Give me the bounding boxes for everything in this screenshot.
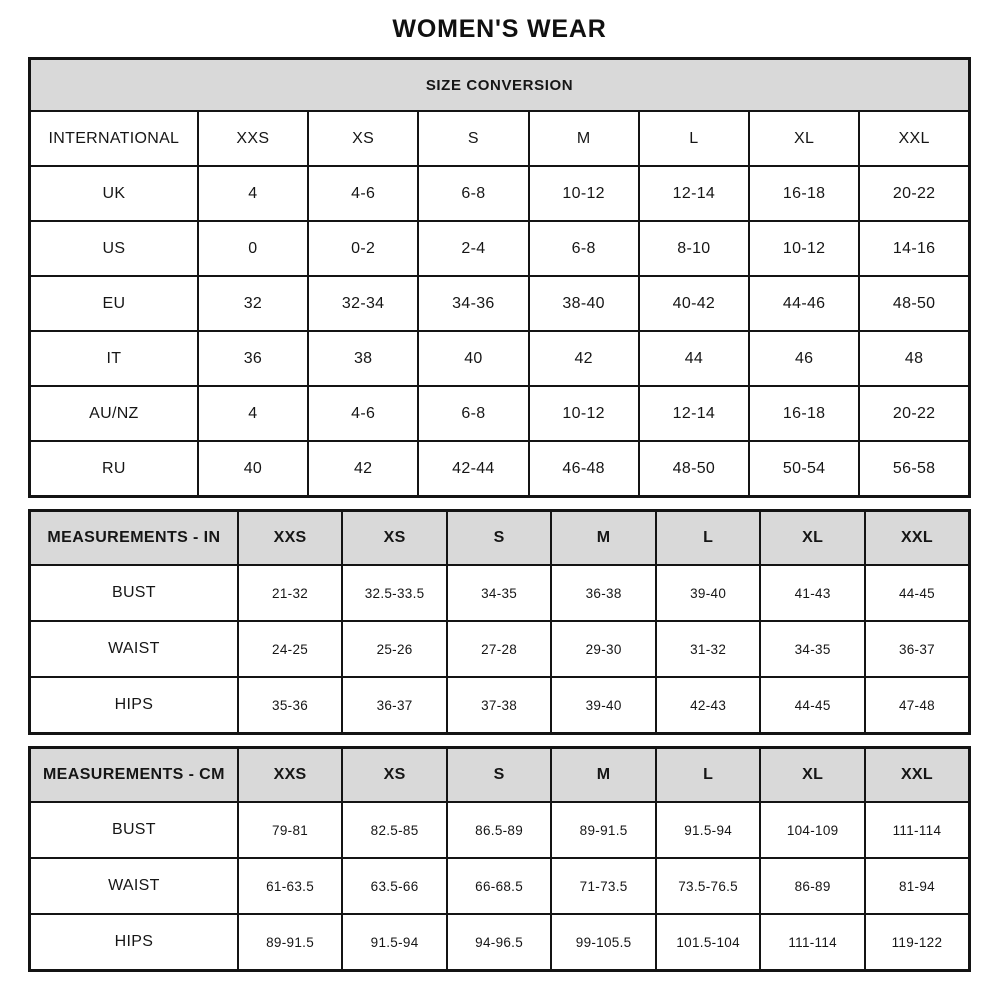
column-header: S xyxy=(447,748,552,803)
value-cell: 38-40 xyxy=(529,276,639,331)
value-cell: 24-25 xyxy=(238,621,343,677)
table-row xyxy=(30,914,970,971)
table-row xyxy=(30,621,970,677)
value-cell: 61-63.5 xyxy=(238,858,343,914)
column-header: L xyxy=(656,511,761,566)
row-label: WAIST xyxy=(30,858,238,914)
value-cell: 42 xyxy=(529,331,639,386)
value-cell: 10-12 xyxy=(749,221,859,276)
value-cell: 44-45 xyxy=(760,677,865,734)
value-cell: 21-32 xyxy=(238,565,343,621)
value-cell: 16-18 xyxy=(749,386,859,441)
column-header-row xyxy=(30,111,970,166)
column-header: XXS xyxy=(238,748,343,803)
row-label: WAIST xyxy=(30,621,238,677)
value-cell: 27-28 xyxy=(447,621,552,677)
value-cell: 46 xyxy=(749,331,859,386)
value-cell: 36-37 xyxy=(865,621,970,677)
size-conversion-table xyxy=(28,57,971,498)
value-cell: 32-34 xyxy=(308,276,418,331)
value-cell: 4 xyxy=(198,166,308,221)
table-row xyxy=(30,802,970,858)
row-label: EU xyxy=(30,276,198,331)
value-cell: 86.5-89 xyxy=(447,802,552,858)
value-cell: 16-18 xyxy=(749,166,859,221)
value-cell: 36-38 xyxy=(551,565,656,621)
table-title: SIZE CONVERSION xyxy=(30,59,970,112)
value-cell: 6-8 xyxy=(418,386,528,441)
value-cell: 39-40 xyxy=(656,565,761,621)
row-label: BUST xyxy=(30,802,238,858)
column-header: M xyxy=(551,748,656,803)
value-cell: 79-81 xyxy=(238,802,343,858)
value-cell: 40 xyxy=(418,331,528,386)
measurements-in-table xyxy=(28,509,971,735)
row-label: HIPS xyxy=(30,914,238,971)
value-cell: 32.5-33.5 xyxy=(342,565,447,621)
value-cell: 6-8 xyxy=(529,221,639,276)
value-cell: 4-6 xyxy=(308,166,418,221)
page-title: WOMEN'S WEAR xyxy=(392,15,607,43)
value-cell: 42-43 xyxy=(656,677,761,734)
value-cell: 48-50 xyxy=(859,276,969,331)
value-cell: 63.5-66 xyxy=(342,858,447,914)
table-row xyxy=(30,166,970,221)
table-row xyxy=(30,276,970,331)
row-label: UK xyxy=(30,166,198,221)
value-cell: 48-50 xyxy=(639,441,749,497)
value-cell: 20-22 xyxy=(859,386,969,441)
table-row xyxy=(30,386,970,441)
row-label: US xyxy=(30,221,198,276)
column-header: L xyxy=(639,111,749,166)
value-cell: 25-26 xyxy=(342,621,447,677)
value-cell: 50-54 xyxy=(749,441,859,497)
value-cell: 35-36 xyxy=(238,677,343,734)
value-cell: 34-36 xyxy=(418,276,528,331)
value-cell: 71-73.5 xyxy=(551,858,656,914)
value-cell: 4-6 xyxy=(308,386,418,441)
row-label: AU/NZ xyxy=(30,386,198,441)
value-cell: 91.5-94 xyxy=(342,914,447,971)
value-cell: 12-14 xyxy=(639,166,749,221)
column-header: XS xyxy=(342,748,447,803)
value-cell: 14-16 xyxy=(859,221,969,276)
value-cell: 89-91.5 xyxy=(238,914,343,971)
column-header: S xyxy=(447,511,552,566)
column-header: INTERNATIONAL xyxy=(30,111,198,166)
value-cell: 104-109 xyxy=(760,802,865,858)
column-header: L xyxy=(656,748,761,803)
table-row xyxy=(30,441,970,497)
value-cell: 47-48 xyxy=(865,677,970,734)
value-cell: 101.5-104 xyxy=(656,914,761,971)
value-cell: 99-105.5 xyxy=(551,914,656,971)
value-cell: 36-37 xyxy=(342,677,447,734)
column-header: XXL xyxy=(865,748,970,803)
table-row xyxy=(30,677,970,734)
value-cell: 38 xyxy=(308,331,418,386)
value-cell: 44-46 xyxy=(749,276,859,331)
value-cell: 89-91.5 xyxy=(551,802,656,858)
value-cell: 12-14 xyxy=(639,386,749,441)
column-header-row xyxy=(30,748,970,803)
value-cell: 44-45 xyxy=(865,565,970,621)
value-cell: 36 xyxy=(198,331,308,386)
value-cell: 20-22 xyxy=(859,166,969,221)
column-header: XL xyxy=(749,111,859,166)
value-cell: 56-58 xyxy=(859,441,969,497)
value-cell: 10-12 xyxy=(529,386,639,441)
value-cell: 46-48 xyxy=(529,441,639,497)
value-cell: 0 xyxy=(198,221,308,276)
table-row xyxy=(30,221,970,276)
value-cell: 39-40 xyxy=(551,677,656,734)
column-header: XL xyxy=(760,511,865,566)
value-cell: 66-68.5 xyxy=(447,858,552,914)
value-cell: 4 xyxy=(198,386,308,441)
column-header: XXS xyxy=(198,111,308,166)
column-header: XXL xyxy=(859,111,969,166)
column-header: S xyxy=(418,111,528,166)
value-cell: 81-94 xyxy=(865,858,970,914)
value-cell: 40-42 xyxy=(639,276,749,331)
value-cell: 44 xyxy=(639,331,749,386)
table-row xyxy=(30,858,970,914)
column-header: XS xyxy=(342,511,447,566)
table-title-row xyxy=(30,59,970,112)
value-cell: 86-89 xyxy=(760,858,865,914)
table-title: MEASUREMENTS - CM xyxy=(30,748,238,803)
value-cell: 42-44 xyxy=(418,441,528,497)
table-title: MEASUREMENTS - IN xyxy=(30,511,238,566)
measurements-cm-table xyxy=(28,746,971,972)
value-cell: 111-114 xyxy=(865,802,970,858)
value-cell: 8-10 xyxy=(639,221,749,276)
value-cell: 29-30 xyxy=(551,621,656,677)
value-cell: 73.5-76.5 xyxy=(656,858,761,914)
row-label: IT xyxy=(30,331,198,386)
value-cell: 0-2 xyxy=(308,221,418,276)
value-cell: 34-35 xyxy=(760,621,865,677)
value-cell: 37-38 xyxy=(447,677,552,734)
value-cell: 34-35 xyxy=(447,565,552,621)
value-cell: 119-122 xyxy=(865,914,970,971)
value-cell: 2-4 xyxy=(418,221,528,276)
value-cell: 91.5-94 xyxy=(656,802,761,858)
value-cell: 111-114 xyxy=(760,914,865,971)
column-header: XL xyxy=(760,748,865,803)
column-header: XS xyxy=(308,111,418,166)
column-header: XXL xyxy=(865,511,970,566)
table-row xyxy=(30,331,970,386)
row-label: BUST xyxy=(30,565,238,621)
column-header: M xyxy=(529,111,639,166)
value-cell: 94-96.5 xyxy=(447,914,552,971)
row-label: HIPS xyxy=(30,677,238,734)
column-header: XXS xyxy=(238,511,343,566)
value-cell: 32 xyxy=(198,276,308,331)
row-label: RU xyxy=(30,441,198,497)
value-cell: 82.5-85 xyxy=(342,802,447,858)
table-row xyxy=(30,565,970,621)
value-cell: 40 xyxy=(198,441,308,497)
column-header-row xyxy=(30,511,970,566)
value-cell: 31-32 xyxy=(656,621,761,677)
value-cell: 48 xyxy=(859,331,969,386)
value-cell: 10-12 xyxy=(529,166,639,221)
value-cell: 41-43 xyxy=(760,565,865,621)
column-header: M xyxy=(551,511,656,566)
value-cell: 42 xyxy=(308,441,418,497)
value-cell: 6-8 xyxy=(418,166,528,221)
